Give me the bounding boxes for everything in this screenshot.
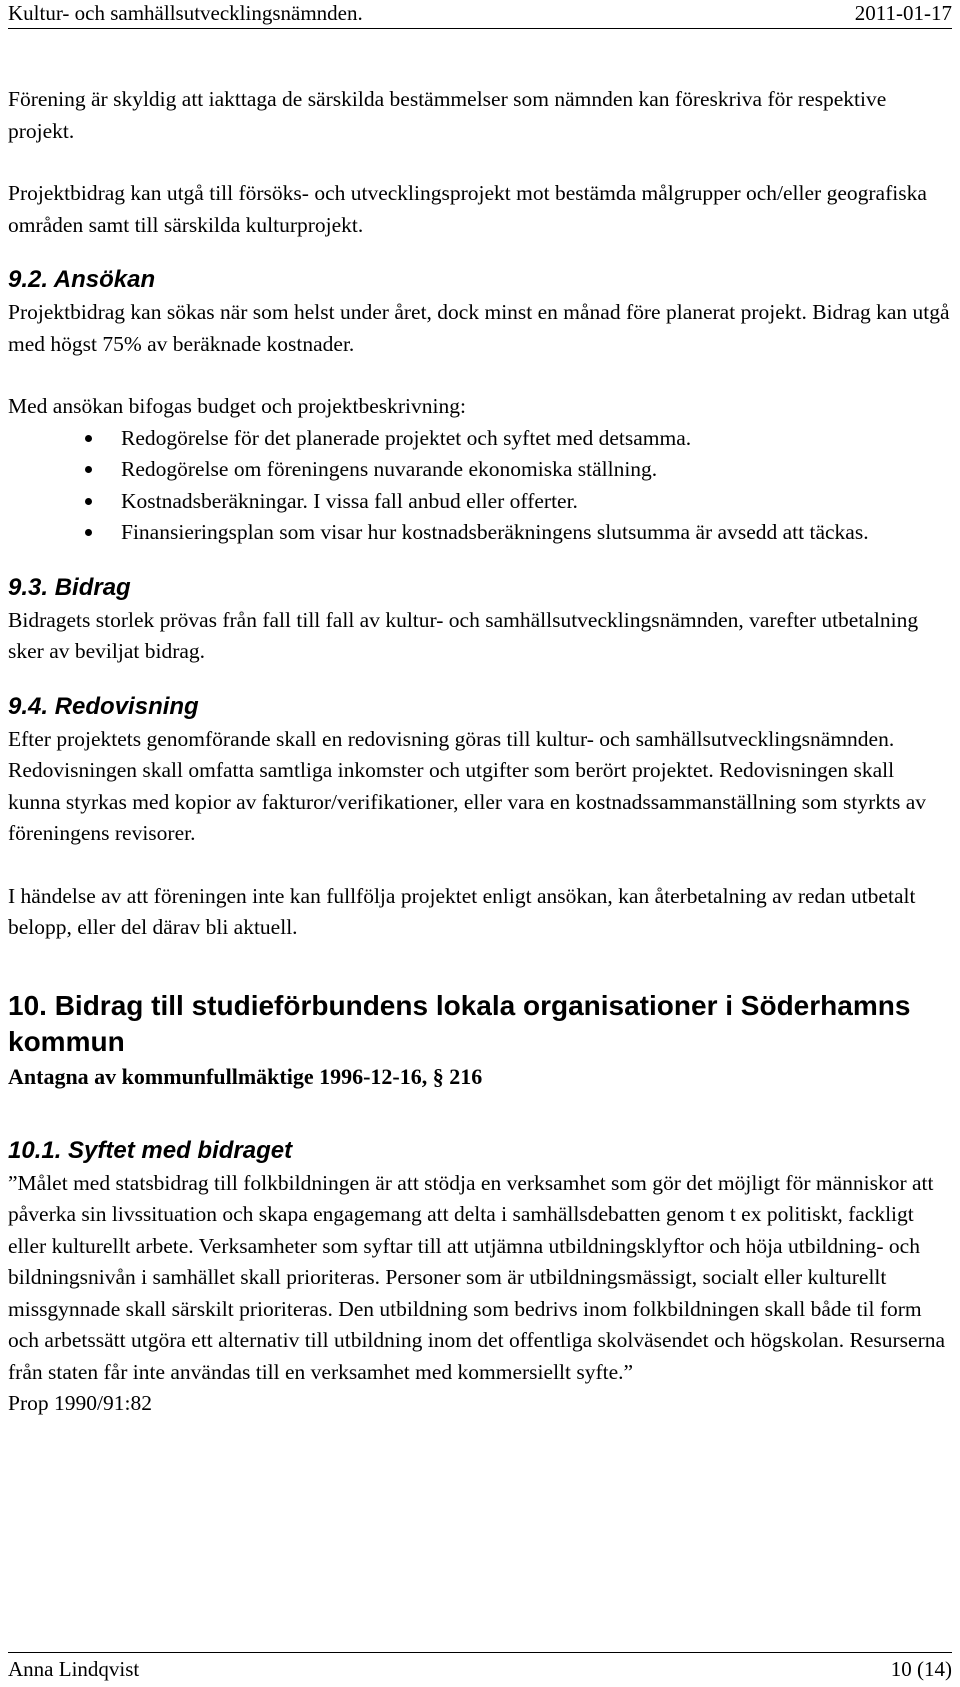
list-item: Redogörelse för det planerade projektet och syftet med detsamma.: [121, 423, 952, 455]
page-header: [8, 0, 952, 29]
header-date: 2011-01-17: [854, 1, 952, 25]
section-heading-9-2: 9.2. Ansökan: [8, 266, 156, 293]
document-body: [8, 84, 952, 1420]
attachment-list: [8, 423, 952, 549]
paragraph-repayment: I händelse av att föreningen inte kan fullfölja projektet enligt ansökan, kan återbetalning av redan utbetalt belopp, eller del därav bli aktuell.: [8, 883, 916, 939]
footer-author: Anna Lindqvist: [8, 1657, 140, 1681]
page-footer: [8, 1652, 952, 1682]
section-heading-9-3: 9.3. Bidrag: [8, 573, 131, 601]
quote-source: Prop 1990/91:82: [8, 1391, 152, 1415]
section-heading-10-1: 10.1. Syftet med bidraget: [8, 1136, 293, 1164]
paragraph-project-grant: Projektbidrag kan utgå till försöks- och utvecklingsprojekt mot bestämda målgrupper och/eller geografiska områden samt till särskilda kulturprojekt.: [8, 181, 927, 237]
paragraph-quote: ”Målet med statsbidrag till folkbildningen är att stödja en verksamhet som gör det möjligt för människor att påverka sin livssituation och skapa engagemang att delta i samhällsdebatten genom t ex politiskt, fackligt eller kulturellt arbete. Verksamheter som syftar till att utjämna utbildningsklyftor och höja utbildning- och bildningsnivån i samhället skall prioriteras. Personer som är utbildningsmässigt, socialt eller kulturellt missgynnade skall särskilt prioriteras. Den utbildning som bedrivs inom folkbildningen skall både til form och arbetssätt utgöra ett alternativ till utbildning inom det offentliga skolväsendet och högskolan. Resurserna från staten får inte användas till en verksamhet med kommersiellt syfte.”: [8, 1170, 946, 1384]
paragraph-application: Projektbidrag kan sökas när som helst under året, dock minst en månad före planerat projekt. Bidrag kan utgå med högst 75% av beräknade kostnader.: [8, 300, 950, 356]
list-item: Redogörelse om föreningens nuvarande ekonomiska ställning.: [121, 454, 952, 486]
paragraph-reporting: Efter projektets genomförande skall en redovisning göras till kultur- och samhällsutvecklingsnämnden. Redovisningen skall omfatta samtliga inkomster och utgifter som berört projektet. Redovisningen skall kunna styrkas med kopior av fakturor/verifikationer, eller vara en kostnadssammanställning som styrkts av föreningens revisorer.: [8, 726, 927, 845]
page-number: 10 (14): [890, 1657, 952, 1681]
paragraph-obligation: Förening är skyldig att iakttaga de särskilda bestämmelser som nämnden kan föreskriva för respektive projekt.: [8, 87, 887, 143]
list-item: Kostnadsberäkningar. I vissa fall anbud eller offerter.: [121, 486, 952, 518]
chapter-heading-10: 10. Bidrag till studieförbundens lokala organisationer i Söderhamns kommun: [8, 989, 911, 1057]
section-heading-9-4: 9.4. Redovisning: [8, 692, 199, 720]
paragraph-attachments: Med ansökan bifogas budget och projektbeskrivning:: [8, 394, 466, 418]
list-item: Finansieringsplan som visar hur kostnadsberäkningens slutsumma är avsedd att täckas.: [121, 517, 952, 549]
header-title: Kultur- och samhällsutvecklingsnämnden.: [8, 1, 363, 25]
adoption-note: Antagna av kommunfullmäktige 1996-12-16, § 216: [8, 1063, 483, 1089]
paragraph-grant-size: Bidragets storlek prövas från fall till fall av kultur- och samhällsutvecklingsnämnden, varefter utbetalning sker av beviljat bidrag.: [8, 607, 919, 663]
